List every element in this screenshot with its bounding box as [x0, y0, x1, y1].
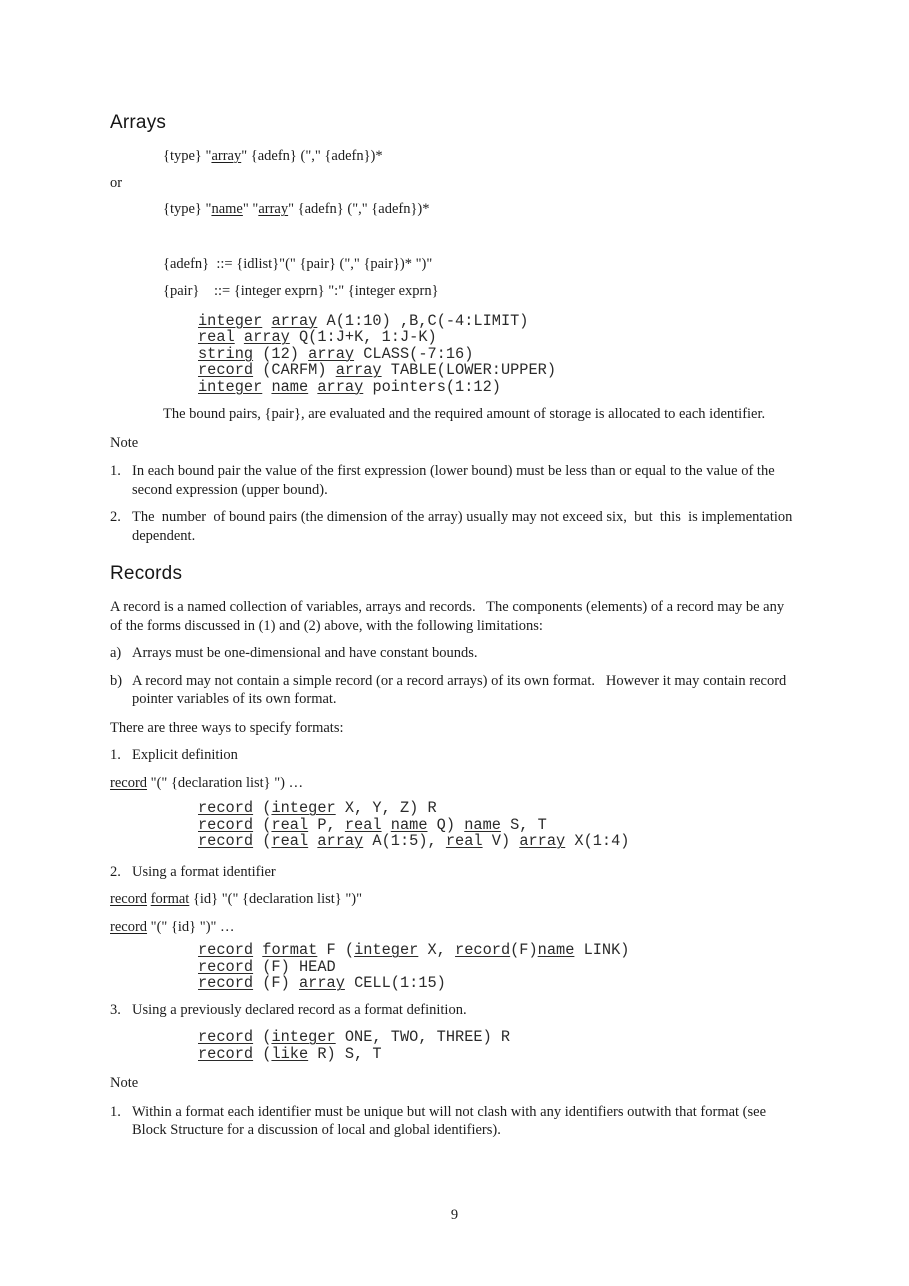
- text-run: (CARFM): [253, 361, 336, 379]
- text-run: {type} ": [163, 201, 212, 217]
- keyword-underlined: name: [390, 815, 428, 834]
- keyword-underlined: record: [198, 1028, 254, 1046]
- keyword-underlined: integer: [271, 799, 336, 817]
- keyword-underlined: real: [198, 328, 235, 346]
- text-run: (F): [510, 941, 538, 959]
- keyword-underlined: array: [271, 311, 318, 330]
- document-page: [110, 112, 796, 1140]
- page-number: 9: [450, 1207, 459, 1223]
- text-run: X,: [418, 941, 456, 959]
- code-block-array-declarations: [198, 313, 796, 396]
- code-line: [198, 1029, 796, 1046]
- text-run: LINK): [574, 941, 630, 959]
- list-marker: a): [110, 645, 122, 661]
- keyword-underlined: array: [298, 974, 345, 992]
- bound-pairs-paragraph: The bound pairs, {pair}, are evaluated and the required amount of storage is allocated to each identifier.: [163, 406, 766, 422]
- text-run: "(" {declaration list} ") …: [147, 774, 304, 791]
- keyword-underlined: record: [198, 941, 254, 959]
- code-line: [198, 1046, 796, 1063]
- or-label: or: [110, 174, 123, 191]
- keyword-underlined: array: [308, 344, 355, 363]
- list-text: Explicit definition: [132, 747, 238, 763]
- code-line: [198, 833, 796, 850]
- text-run: (12): [253, 344, 309, 363]
- code-line: [198, 800, 796, 817]
- syntax-line-array: [163, 147, 796, 166]
- keyword-underlined: real: [271, 832, 309, 850]
- keyword-underlined: real: [445, 832, 483, 850]
- note-item: [110, 1103, 796, 1140]
- keyword-underlined: name: [537, 941, 575, 959]
- keyword-underlined: record: [110, 774, 148, 791]
- text-run: S, T: [500, 815, 547, 834]
- keyword-underlined: record: [198, 361, 254, 379]
- text-run: V): [482, 832, 520, 850]
- text-run: (: [253, 815, 272, 834]
- keyword-underlined: array: [258, 201, 289, 217]
- list-marker: b): [110, 672, 123, 689]
- keyword-underlined: format: [150, 891, 190, 907]
- keyword-underlined: format: [262, 941, 318, 959]
- keyword-underlined: record: [198, 974, 254, 992]
- list-marker: 1.: [110, 1103, 121, 1120]
- code-line: [198, 313, 796, 330]
- text-run: {id} "(" {declaration list} ")": [189, 891, 363, 907]
- code-line: [198, 942, 796, 959]
- keyword-underlined: record: [198, 815, 254, 834]
- text-run: CLASS(-7:16): [354, 344, 474, 363]
- text-run: pointers(1:12): [363, 377, 501, 396]
- keyword-underlined: array: [519, 832, 566, 850]
- section-heading-records: Records: [110, 563, 183, 584]
- list-text: Using a format identifier: [132, 863, 276, 880]
- list-text: Within a format each identifier must be unique but will not clash with any identifiers outwith that format (see Block Structure for a discussion of local and global identifiers).: [132, 1103, 770, 1138]
- text-run: " {adefn} ("," {adefn})*: [241, 148, 383, 164]
- keyword-underlined: record: [198, 957, 254, 976]
- keyword-underlined: array: [317, 377, 364, 396]
- list-marker: 3.: [110, 1001, 121, 1018]
- code-line: [198, 975, 796, 992]
- keyword-underlined: integer: [354, 941, 419, 959]
- keyword-underlined: record: [110, 918, 148, 935]
- keyword-underlined: real: [271, 815, 309, 834]
- keyword-underlined: array: [335, 361, 382, 379]
- keyword-underlined: record: [198, 799, 254, 817]
- text-run: (F): [253, 974, 299, 992]
- keyword-underlined: integer: [198, 311, 263, 330]
- keyword-underlined: integer: [271, 1028, 336, 1046]
- text-run: [253, 941, 262, 959]
- limitation-item: [110, 644, 796, 663]
- list-text: The number of bound pairs (the dimension of the array) usually may not exceed six, but this is implementation dependent.: [132, 509, 797, 544]
- records-intro-paragraph: A record is a named collection of variables, arrays and records. The components (elements) of a record may be any of the forms discussed in (1) and (2) above, with the following limitations:: [110, 599, 788, 634]
- bnf-pair: {pair} ::= {integer exprn} ":" {integer exprn}: [163, 283, 439, 299]
- text-run: TABLE(LOWER:UPPER): [381, 361, 557, 379]
- note-item: [110, 462, 796, 499]
- code-block-explicit: [198, 800, 796, 850]
- text-run: R) S, T: [308, 1044, 382, 1063]
- keyword-underlined: array: [211, 148, 242, 164]
- keyword-underlined: name: [211, 201, 243, 217]
- list-marker: 1.: [110, 747, 121, 763]
- way-item-1: [110, 746, 796, 765]
- text-run: (: [253, 1044, 272, 1063]
- note-label: Note: [110, 434, 139, 451]
- text-run: " {adefn} ("," {adefn})*: [288, 201, 430, 217]
- list-marker: 2.: [110, 863, 121, 880]
- list-text: In each bound pair the value of the first expression (lower bound) must be less than or equal to the value of the second expression (upper bound).: [132, 463, 779, 498]
- keyword-underlined: record: [198, 1044, 254, 1063]
- note-label: Note: [110, 1075, 139, 1091]
- text-run: (: [253, 832, 272, 850]
- text-run: "(" {id} ")" …: [147, 918, 235, 935]
- keyword-underlined: array: [243, 328, 290, 346]
- list-marker: 1.: [110, 463, 121, 479]
- keyword-underlined: name: [464, 815, 501, 834]
- text-run: A(1:10) ,B,C(-4:LIMIT): [317, 311, 529, 330]
- keyword-underlined: integer: [198, 377, 263, 396]
- syntax-line-name-array: [163, 200, 796, 219]
- code-line: [198, 362, 796, 379]
- text-run: [308, 378, 317, 396]
- section-heading-arrays: Arrays: [110, 112, 167, 133]
- text-run: A(1:5),: [363, 832, 446, 850]
- text-run: Q): [427, 815, 465, 834]
- keyword-underlined: record: [198, 832, 254, 850]
- note-item: [110, 508, 796, 545]
- way-item-3: [110, 1001, 796, 1020]
- keyword-underlined: record: [455, 941, 511, 959]
- code-line: [198, 379, 796, 396]
- text-run: X(1:4): [565, 832, 630, 850]
- text-run: F (: [317, 941, 355, 959]
- way-item-2: [110, 863, 796, 882]
- code-block-format: [198, 942, 796, 992]
- ways-intro: There are three ways to specify formats:: [110, 719, 344, 736]
- bnf-adefn: {adefn} ::= {idlist}"(" {pair} ("," {pair})* ")": [163, 255, 433, 272]
- text-run: (: [253, 1028, 272, 1046]
- text-run: [382, 816, 391, 834]
- text-run: ONE, TWO, THREE) R: [335, 1028, 511, 1046]
- syntax-line-record-explicit: [110, 774, 796, 793]
- list-text: Arrays must be one-dimensional and have constant bounds.: [132, 645, 478, 661]
- text-run: (F) HEAD: [253, 957, 336, 976]
- code-block-like: [198, 1029, 796, 1062]
- code-line: [198, 817, 796, 834]
- keyword-underlined: real: [344, 815, 382, 834]
- list-text: A record may not contain a simple record (or a record arrays) of its own format. However it may contain record pointer variables of its own format.: [132, 672, 790, 707]
- keyword-underlined: like: [271, 1044, 309, 1063]
- text-run: Q(1:J+K, 1:J-K): [289, 328, 437, 346]
- text-run: CELL(1:15): [344, 974, 446, 992]
- syntax-line-record-format: [110, 890, 796, 909]
- code-line: [198, 346, 796, 363]
- list-text: Using a previously declared record as a format definition.: [132, 1001, 467, 1018]
- text-run: X, Y, Z) R: [335, 799, 437, 817]
- text-run: P,: [308, 815, 345, 834]
- text-run: " ": [242, 201, 259, 217]
- text-run: (: [253, 799, 272, 817]
- code-line: [198, 959, 796, 976]
- list-marker: 2.: [110, 509, 121, 525]
- code-line: [198, 329, 796, 346]
- keyword-underlined: string: [198, 344, 254, 363]
- syntax-line-record-id: [110, 918, 796, 937]
- text-run: {type} ": [163, 148, 212, 164]
- keyword-underlined: name: [271, 377, 309, 396]
- text-run: [308, 832, 317, 850]
- text-run: [235, 328, 244, 346]
- limitation-item: [110, 672, 796, 709]
- keyword-underlined: array: [317, 832, 364, 850]
- keyword-underlined: record: [110, 891, 148, 907]
